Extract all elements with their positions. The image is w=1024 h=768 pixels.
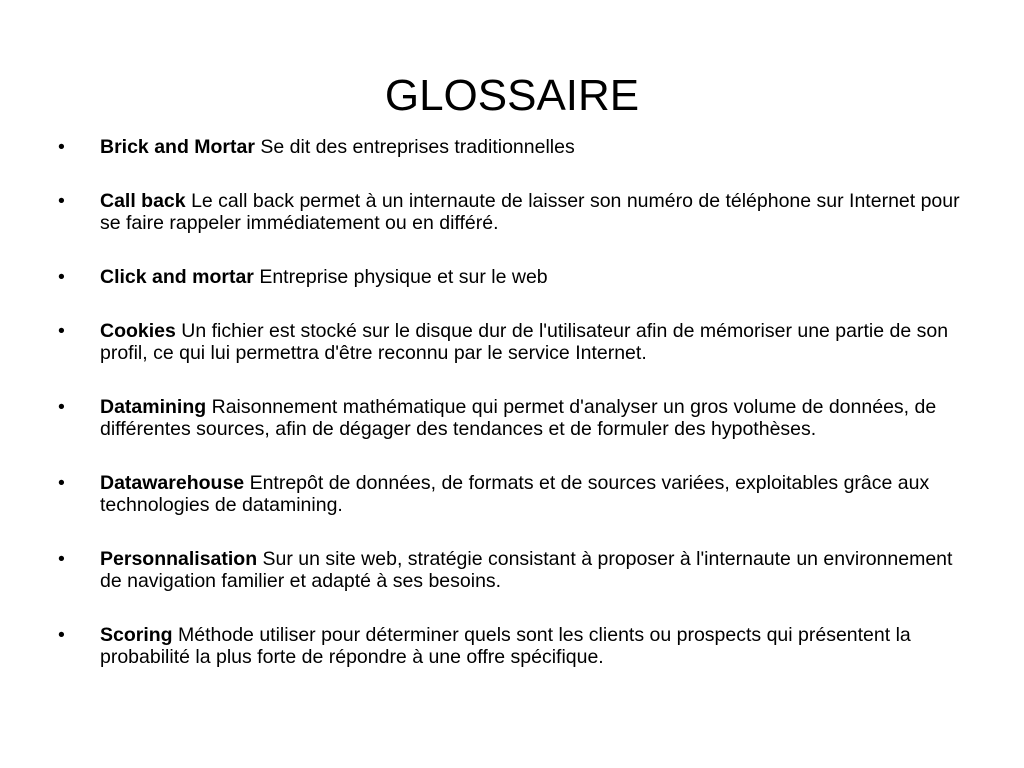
bullet-icon: • [58,624,65,646]
glossary-list [0,136,1024,700]
glossary-term: Scoring [100,624,173,646]
glossary-definition: Se dit des entreprises traditionnelles [260,136,575,158]
glossary-term: Click and mortar [100,266,254,288]
glossary-term: Call back [100,190,186,212]
glossary-term: Personnalisation [100,548,258,570]
glossary-definition: Sur un site web, stratégie consistant à proposer à l'internaute un environnement de navigation familier et adapté à ses besoins. [100,548,953,592]
glossary-term: Brick and Mortar [100,136,255,158]
bullet-icon: • [58,548,65,570]
glossary-definition: Entrepôt de données, de formats et de sources variées, exploitables grâce aux technologies de datamining. [100,472,930,516]
glossary-term: Cookies [100,320,176,342]
glossary-definition: Entreprise physique et sur le web [259,266,548,288]
glossary-entry [0,320,1024,364]
glossary-term: Datamining [100,396,207,418]
glossary-entry [0,548,1024,592]
glossary-definition: Un fichier est stocké sur le disque dur de l'utilisateur afin de mémoriser une partie de son profil, ce qui lui permettra d'être reconnu par le service Internet. [100,320,949,364]
glossary-term: Datawarehouse [100,472,245,494]
glossary-definition: Raisonnement mathématique qui permet d'analyser un gros volume de données, de différentes sources, afin de dégager des tendances et de formuler des hypothèses. [100,396,937,440]
slide-title: GLOSSAIRE [384,71,640,120]
glossary-entry [0,472,1024,516]
bullet-icon: • [58,136,65,158]
glossary-entry [0,266,1024,288]
bullet-icon: • [58,266,65,288]
glossary-entry [0,624,1024,668]
glossary-entry [0,136,1024,158]
bullet-icon: • [58,472,65,494]
bullet-icon: • [58,396,65,418]
glossary-definition: Le call back permet à un internaute de laisser son numéro de téléphone sur Internet pour se faire rappeler immédiatement ou en différé. [100,190,960,234]
glossary-entry [0,396,1024,440]
bullet-icon: • [58,190,65,212]
bullet-icon: • [58,320,65,342]
glossary-definition: Méthode utiliser pour déterminer quels sont les clients ou prospects qui présentent la probabilité la plus forte de répondre à une offre spécifique. [100,624,911,668]
glossary-entry [0,190,1024,234]
